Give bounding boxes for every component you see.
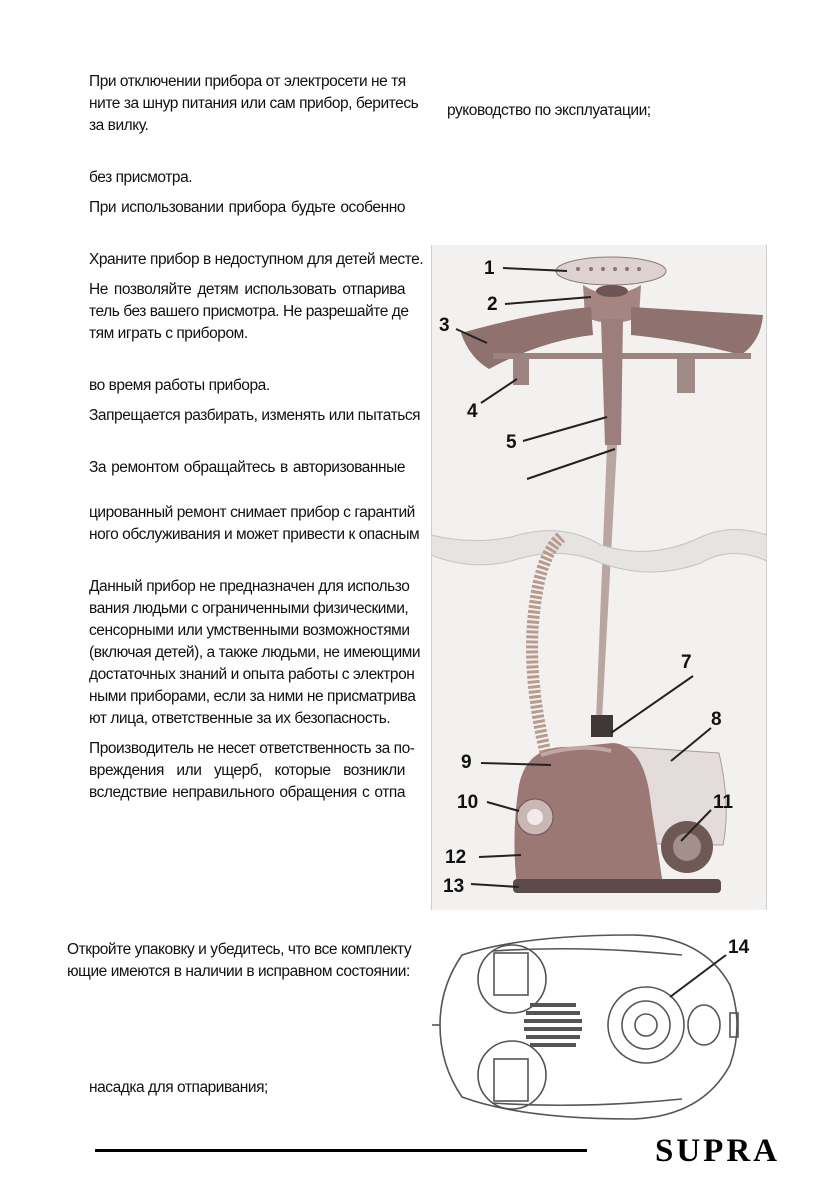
paragraph-line: вания людьми с ограниченными физическими,: [89, 600, 409, 617]
callout-3: 3: [439, 315, 450, 336]
paragraph-line: во время работы прибора.: [89, 377, 270, 394]
paragraph-line: Не позволяйте детям использовать отпарива: [89, 281, 405, 298]
paragraph-line: Запрещается разбирать, изменять или пытаться: [89, 407, 421, 424]
paragraph-line: за вилку.: [89, 117, 149, 134]
callout-4: 4: [467, 401, 478, 422]
paragraph-line: Откройте упаковку и убедитесь, что все комплекту: [67, 941, 412, 958]
callout-13: 13: [443, 876, 465, 897]
paragraph-line: При отключении прибора от электросети не тя: [89, 73, 406, 90]
paragraph-line: ного обслуживания и может привести к опасным: [89, 526, 420, 543]
list-item-manual: руководство по эксплуатации;: [447, 102, 651, 119]
callout-11: 11: [713, 792, 734, 813]
footer-rule: [95, 1149, 587, 1152]
paragraph-line: без присмотра.: [89, 169, 193, 186]
callout-8: 8: [711, 709, 722, 730]
paragraph-line: сенсорными или умственными возможностями: [89, 622, 410, 639]
paragraph-line: При использовании прибора будьте особенно: [89, 199, 405, 216]
paragraph-line: Производитель не несет ответственность за по-: [89, 740, 415, 757]
paragraph-line: достаточных знаний и опыта работы с электрон: [89, 666, 415, 683]
paragraph-line: цированный ремонт снимает прибор с гарантий: [89, 504, 415, 521]
callout-14: 14: [728, 937, 750, 958]
callout-2: 2: [487, 294, 498, 315]
paragraph-line: (включая детей), а также людьми, не имеющими: [89, 644, 421, 661]
paragraph-line: вреждения или ущерб, которые возникли: [89, 762, 405, 779]
steamer-figure: [431, 245, 767, 910]
paragraph-line: ными приборами, если за ними не присматрива: [89, 688, 416, 705]
callout-5: 5: [506, 432, 517, 453]
callout-1: 1: [484, 258, 495, 279]
paragraph-line: ющие имеются в наличии в исправном состоянии:: [67, 963, 410, 980]
paragraph-line: вследствие неправильного обращения с отпа: [89, 784, 405, 801]
paragraph-line: тель без вашего присмотра. Не разрешайте де: [89, 303, 409, 320]
paragraph-line: За ремонтом обращайтесь в авторизованные: [89, 459, 405, 476]
base-bottom-figure: [432, 925, 752, 1130]
callout-10: 10: [457, 792, 479, 813]
paragraph-line: ните за шнур питания или сам прибор, беритесь: [89, 95, 419, 112]
paragraph-line: насадка для отпаривания;: [89, 1079, 268, 1096]
paragraph-line: ют лица, ответственные за их безопасность.: [89, 710, 391, 727]
paragraph-line: Данный прибор не предназначен для использо: [89, 578, 410, 595]
callout-12: 12: [445, 847, 467, 868]
brand-logo: SUPRA: [654, 1133, 780, 1169]
callout-7: 7: [681, 652, 692, 673]
paragraph-line: Храните прибор в недоступном для детей месте.: [89, 251, 424, 268]
paragraph-line: тям играть с прибором.: [89, 325, 248, 342]
callout-9: 9: [461, 752, 472, 773]
